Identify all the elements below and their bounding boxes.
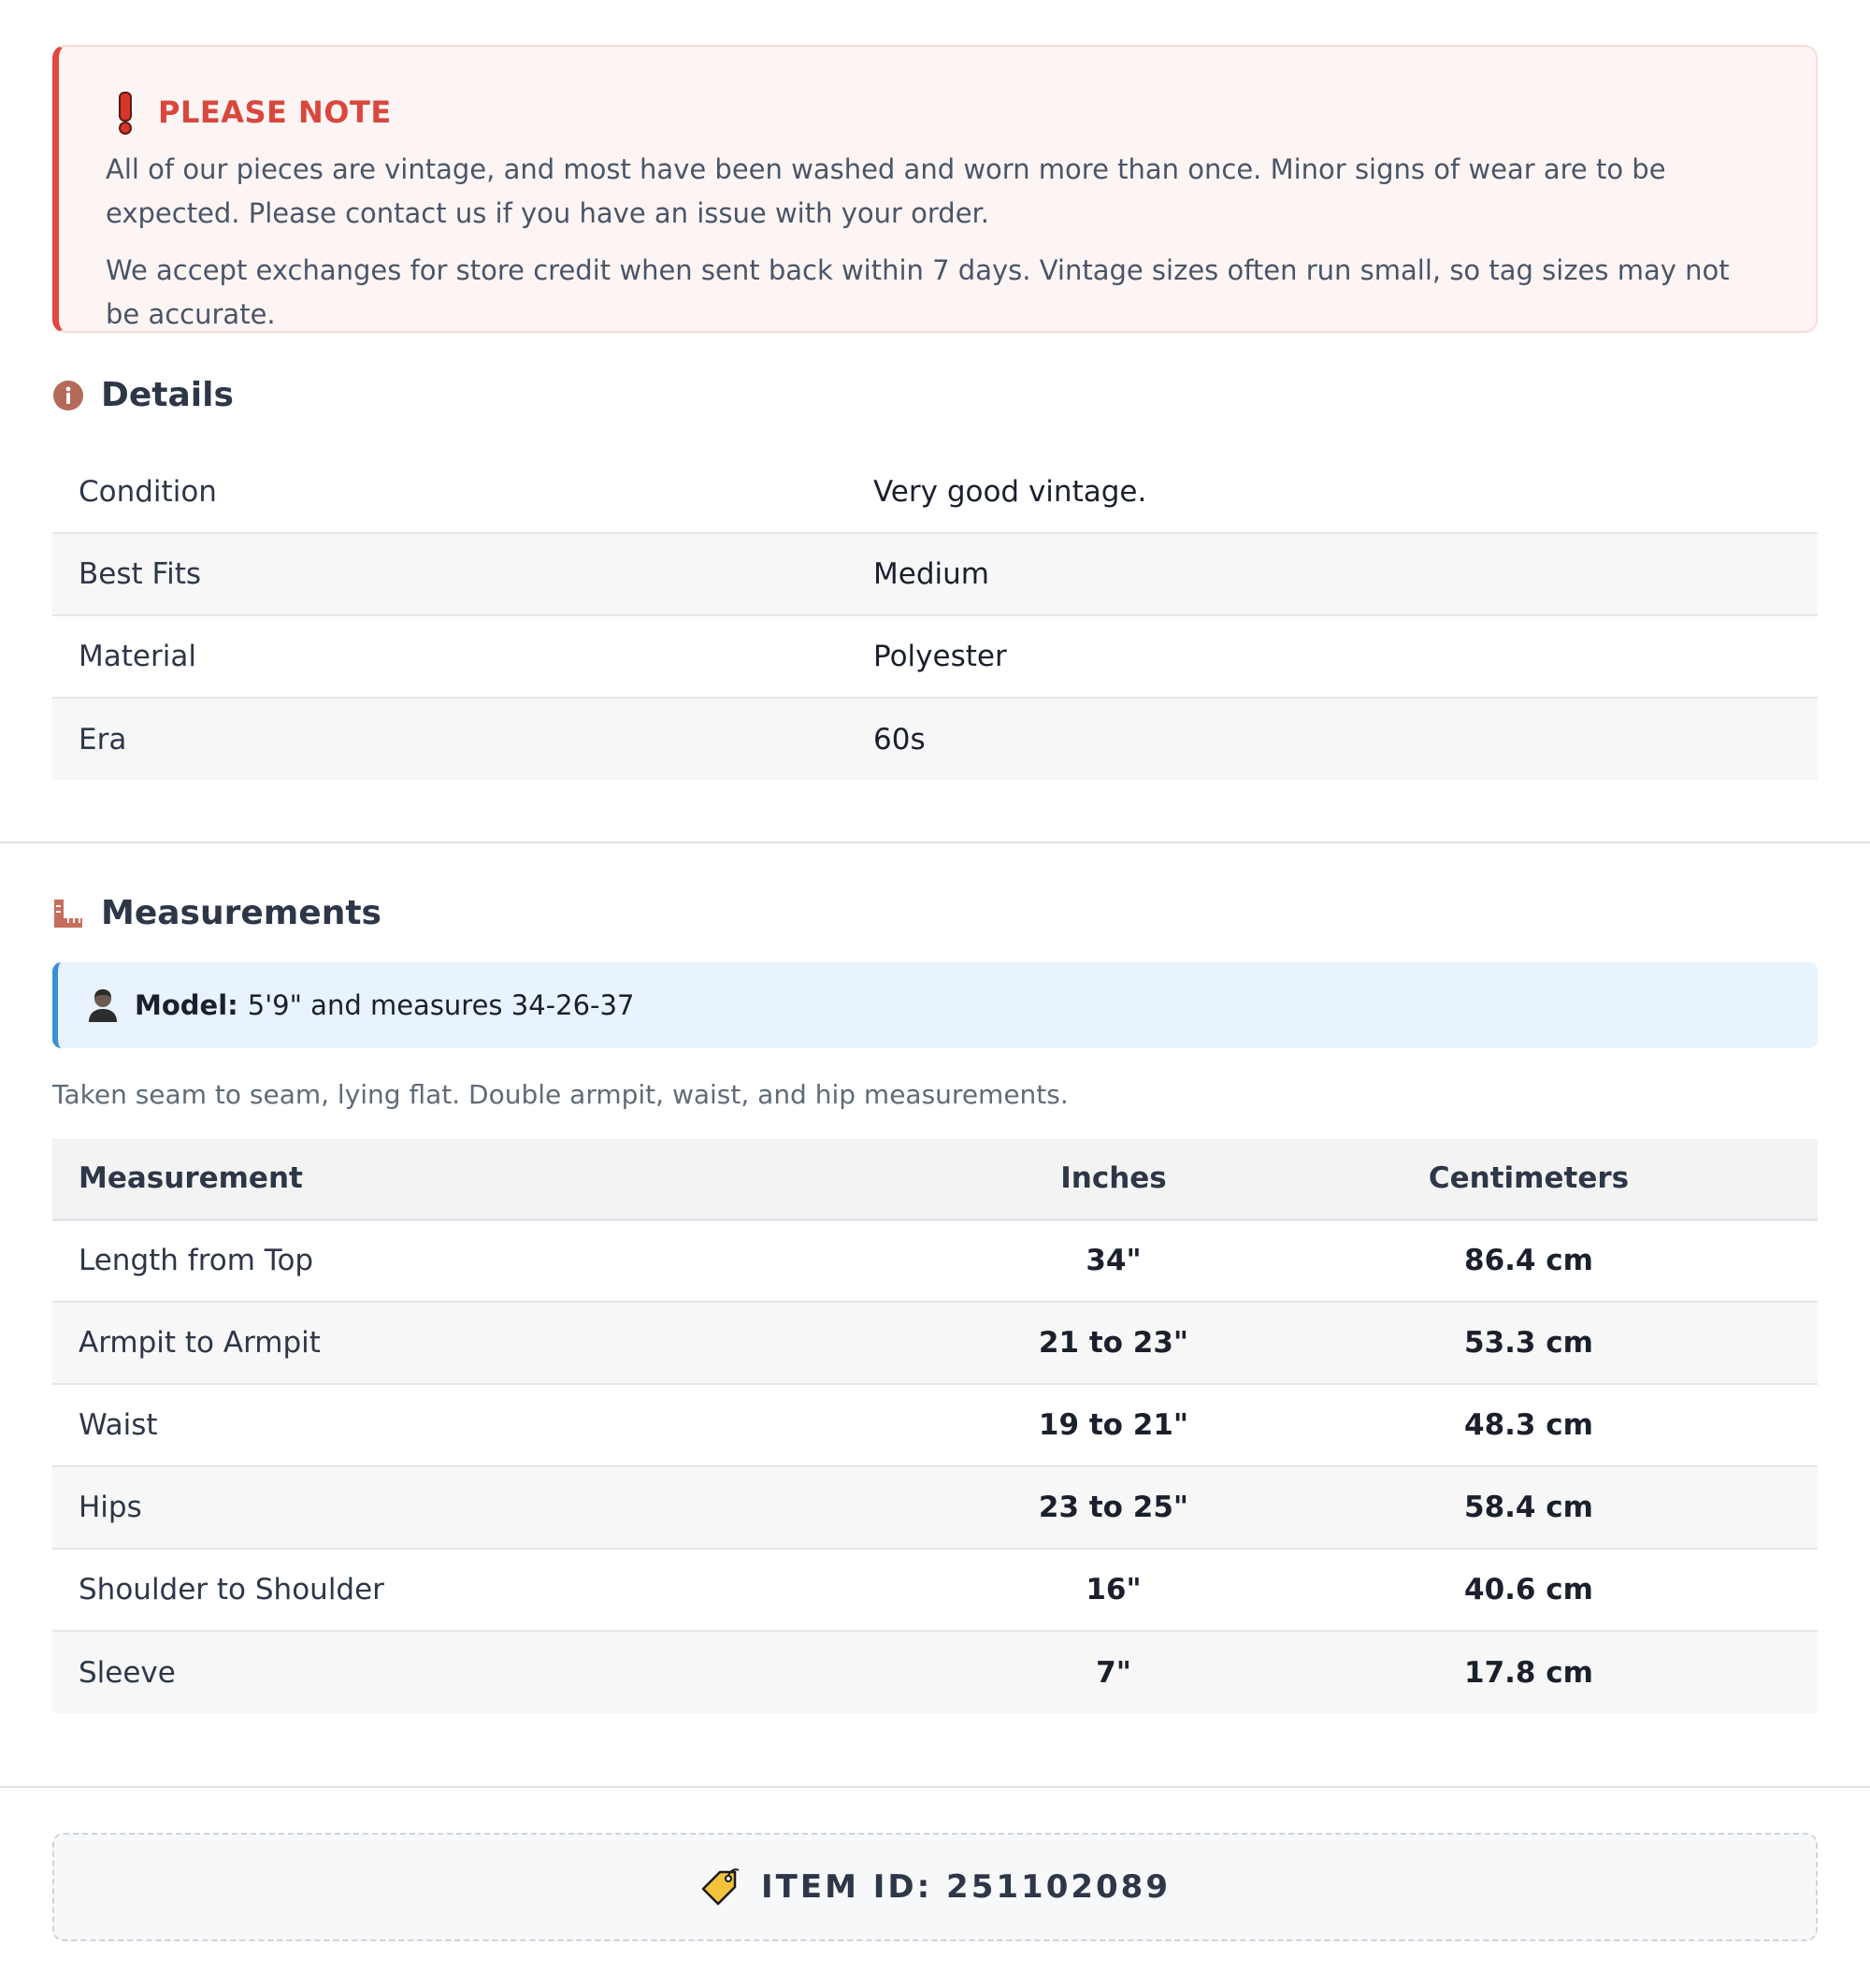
table-row: [52, 1219, 1818, 1302]
measurement-cm: 58.4 cm: [1240, 1466, 1818, 1549]
table-row: [52, 1631, 1818, 1713]
table-row: [52, 1302, 1818, 1384]
model-label: Model:: [135, 989, 238, 1021]
table-row: [52, 1466, 1818, 1549]
item-id-box: [52, 1833, 1818, 1941]
detail-value: 60s: [847, 698, 1818, 780]
measurement-name: Length from Top: [52, 1219, 987, 1302]
measurement-name: Sleeve: [52, 1631, 987, 1713]
measurement-name: Waist: [52, 1384, 987, 1466]
table-header-row: [52, 1139, 1818, 1219]
model-text: 5'9" and measures 34-26-37: [247, 989, 635, 1021]
measurement-cm: 17.8 cm: [1240, 1631, 1818, 1713]
please-note-box: [52, 45, 1818, 333]
table-row: [52, 1384, 1818, 1466]
item-id-text: ITEM ID: 251102089: [761, 1868, 1171, 1906]
measurement-name: Hips: [52, 1466, 987, 1549]
notice-header: [106, 88, 1769, 137]
column-header: Inches: [987, 1139, 1240, 1219]
notice-title: PLEASE NOTE: [158, 94, 392, 130]
table-row: [52, 1549, 1818, 1631]
measurement-inches: 23 to 25": [987, 1466, 1240, 1549]
measurement-cm: 40.6 cm: [1240, 1549, 1818, 1631]
measurement-inches: 34": [987, 1219, 1240, 1302]
measurement-inches: 19 to 21": [987, 1384, 1240, 1466]
measurement-name: Armpit to Armpit: [52, 1302, 987, 1384]
measurements-title: Measurements: [101, 894, 381, 932]
tag-icon: [699, 1866, 741, 1908]
section-divider: [0, 842, 1870, 843]
measurement-cm: 86.4 cm: [1240, 1219, 1818, 1302]
measurement-note: Taken seam to seam, lying flat. Double armpit, waist, and hip measurements.: [52, 1079, 1069, 1110]
measurements-heading: [52, 894, 381, 932]
detail-value: Very good vintage.: [847, 451, 1818, 533]
measurement-inches: 16": [987, 1549, 1240, 1631]
detail-value: Polyester: [847, 615, 1818, 698]
table-row: [52, 451, 1818, 533]
notice-paragraph: We accept exchanges for store credit when sent back within 7 days. Vintage sizes often run small, so tag sizes may not be accurate.: [106, 254, 1730, 330]
measurement-cm: 53.3 cm: [1240, 1302, 1818, 1384]
table-row: [52, 533, 1818, 615]
column-header: Centimeters: [1240, 1139, 1818, 1219]
measurements-table: [52, 1139, 1818, 1713]
details-table: [52, 451, 1818, 780]
table-row: [52, 615, 1818, 698]
measurement-cm: 48.3 cm: [1240, 1384, 1818, 1466]
detail-label: Era: [52, 698, 847, 780]
section-divider: [0, 1786, 1870, 1788]
measurement-inches: 21 to 23": [987, 1302, 1240, 1384]
info-icon: [52, 380, 84, 411]
detail-label: Condition: [52, 451, 847, 533]
measurement-inches: 7": [987, 1631, 1240, 1713]
exclamation-icon: [106, 89, 145, 136]
notice-paragraph: All of our pieces are vintage, and most have been washed and worn more than once. Minor signs of wear are to be expected. Please contact us if you have an issue with your order.: [106, 153, 1666, 229]
details-title: Details: [101, 376, 234, 414]
measurement-name: Shoulder to Shoulder: [52, 1549, 987, 1631]
person-icon: [86, 987, 120, 1024]
table-row: [52, 698, 1818, 780]
details-heading: [52, 376, 234, 414]
detail-label: Material: [52, 615, 847, 698]
ruler-icon: [52, 898, 84, 929]
detail-label: Best Fits: [52, 533, 847, 615]
column-header: Measurement: [52, 1139, 987, 1219]
detail-value: Medium: [847, 533, 1818, 615]
model-info-box: [52, 962, 1818, 1048]
